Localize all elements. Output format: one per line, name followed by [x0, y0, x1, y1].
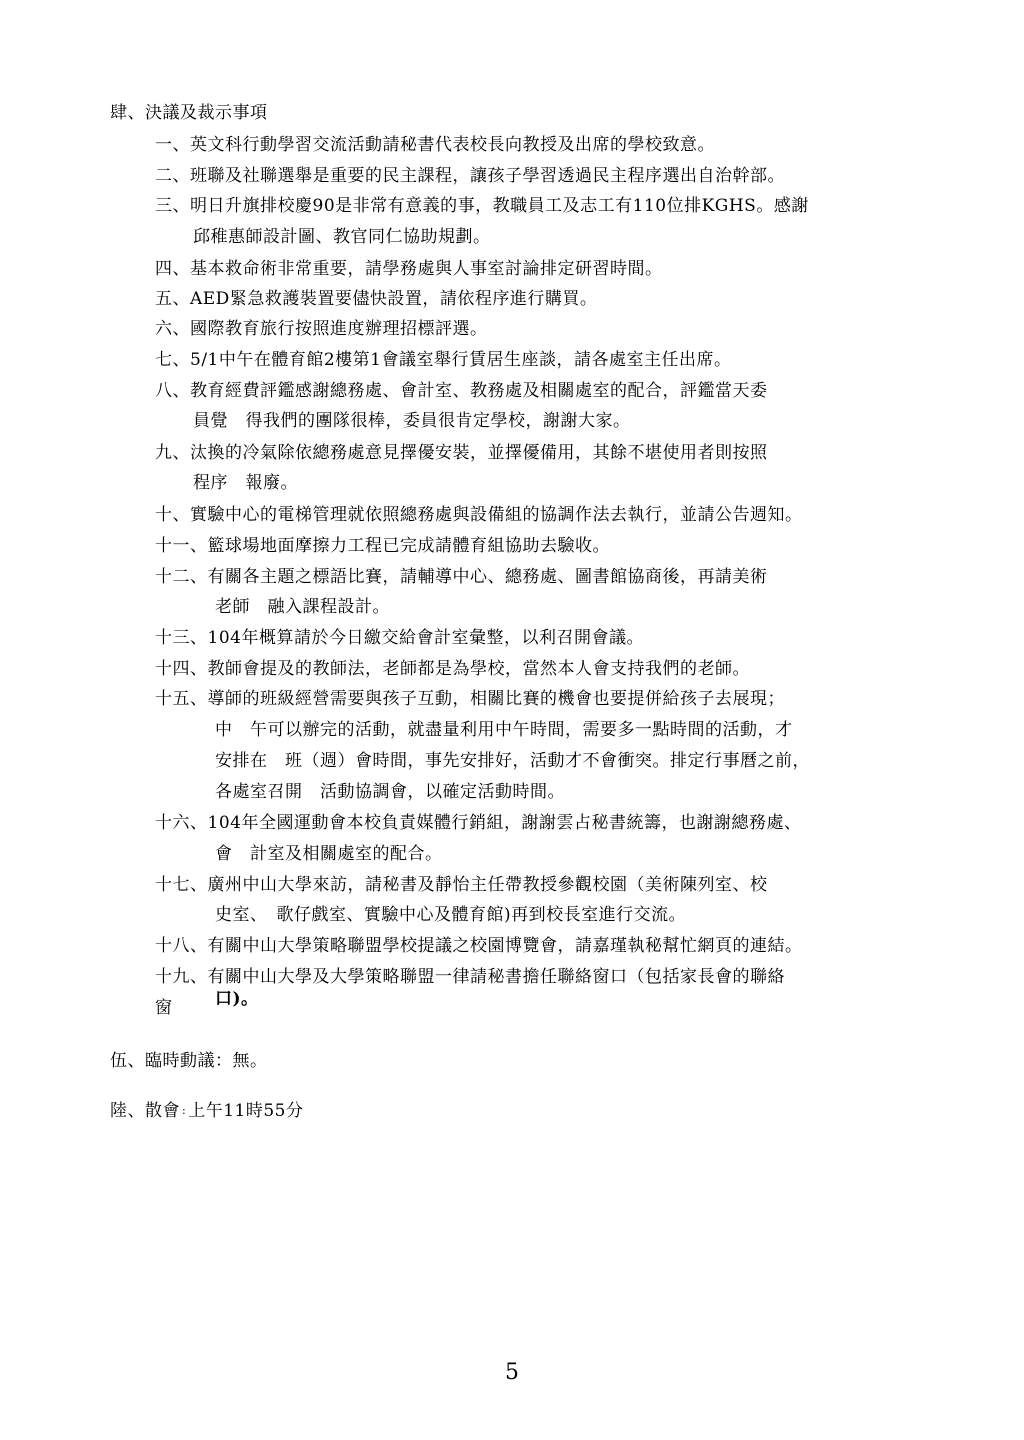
- list-item-line: 九、汰換的冷氣除依總務處意見擇優安裝，並擇優備用，其餘不堪使用者則按照: [155, 443, 768, 463]
- list-item-line: 二、班聯及社聯選舉是重要的民主課程，讓孩子學習透過民主程序選出自治幹部。: [155, 166, 785, 186]
- section-adjournment: [110, 1100, 303, 1122]
- list-item-line: 十、實驗中心的電梯管理就依照總務處與設備組的協調作法去執行，並請公告週知。: [155, 505, 803, 525]
- list-item-line: 十七、廣州中山大學來訪，請秘書及靜怡主任帶教授參觀校園（美術陳列室、校: [155, 875, 768, 895]
- list-item-line: 安排在 班（週）會時間，事先安排好，活動才不會衝突。排定行事曆之前，: [215, 751, 810, 771]
- list-item-line: 十五、導師的班級經營需要與孩子互動，相關比賽的機會也要提併給孩子去展現；: [155, 689, 785, 709]
- list-item-line: 會 計室及相關處室的配合。: [215, 844, 443, 864]
- list-item-line: 中 午可以辦完的活動，就盡量利用中午時間，需要多一點時間的活動，才: [215, 720, 793, 740]
- list-item-line: 老師 融入課程設計。: [215, 597, 390, 617]
- list-item-line: 六、國際教育旅行按照進度辦理招標評選。: [155, 319, 488, 339]
- adjournment-colon: :: [182, 1104, 187, 1117]
- list-item-line: 十二、有關各主題之標語比賽，請輔導中心、總務處、圖書館協商後，再請美術: [155, 567, 768, 587]
- list-item-line: 十三、104年概算請於今日繳交給會計室彙整，以利召開會議。: [155, 628, 644, 648]
- list-item-line: 三、明日升旗排校慶90是非常有意義的事，教職員工及志工有110位排KGHS。感謝: [155, 196, 809, 216]
- list-item-line: 邱稚惠師設計圖、教官同仁協助規劃。: [193, 227, 491, 247]
- list-item-line: 十一、籃球場地面摩擦力工程已完成請體育組協助去驗收。: [155, 536, 610, 556]
- list-item-line: 十八、有關中山大學策略聯盟學校提議之校園博覽會，請嘉瑾執秘幫忙網頁的連結。: [155, 936, 803, 956]
- list-item-line: 四、基本救命術非常重要，請學務處與人事室討論排定研習時間。: [155, 259, 663, 279]
- list-item-line: 十四、教師會提及的教師法，老師都是為學校，當然本人會支持我們的老師。: [155, 659, 750, 679]
- page-number: 5: [505, 1360, 519, 1385]
- list-item-line: 八、教育經費評鑑感謝總務處、會計室、教務處及相關處室的配合，評鑑當天委: [155, 381, 768, 401]
- adjournment-time: 上午11時55分: [188, 1101, 304, 1121]
- list-item-line: 史室、 歌仔戲室、實驗中心及體育館)再到校長室進行交流。: [215, 905, 687, 925]
- list-item-line: 窗: [155, 998, 173, 1018]
- list-item-line: 七、5/1中午在體育館2樓第1會議室舉行賃居生座談，請各處室主任出席。: [155, 350, 732, 370]
- list-item-line: 一、英文科行動學習交流活動請秘書代表校長向教授及出席的學校致意。: [155, 135, 715, 155]
- list-item-line: 各處室召開 活動協調會，以確定活動時間。: [215, 782, 565, 802]
- list-item-line: 十六、104年全國運動會本校負責媒體行銷組，謝謝雲占秘書統籌，也謝謝總務處、: [155, 813, 802, 833]
- list-item-line: 口)。: [215, 989, 259, 1009]
- list-item-line: 程序 報廢。: [193, 473, 298, 493]
- list-item-line: 員覺 得我們的團隊很棒，委員很肯定學校，謝謝大家。: [193, 411, 631, 431]
- section-temporary-motion: 伍、臨時動議：無。: [110, 1051, 268, 1071]
- list-item-line: 十九、有關中山大學及大學策略聯盟一律請秘書擔任聯絡窗口（包括家長會的聯絡: [155, 967, 785, 987]
- list-item-line: 五、AED緊急救護裝置要儘快設置，請依程序進行購買。: [155, 289, 598, 309]
- section-heading: 肆、決議及裁示事項: [110, 103, 268, 123]
- adjournment-label: 陸、散會: [110, 1101, 180, 1121]
